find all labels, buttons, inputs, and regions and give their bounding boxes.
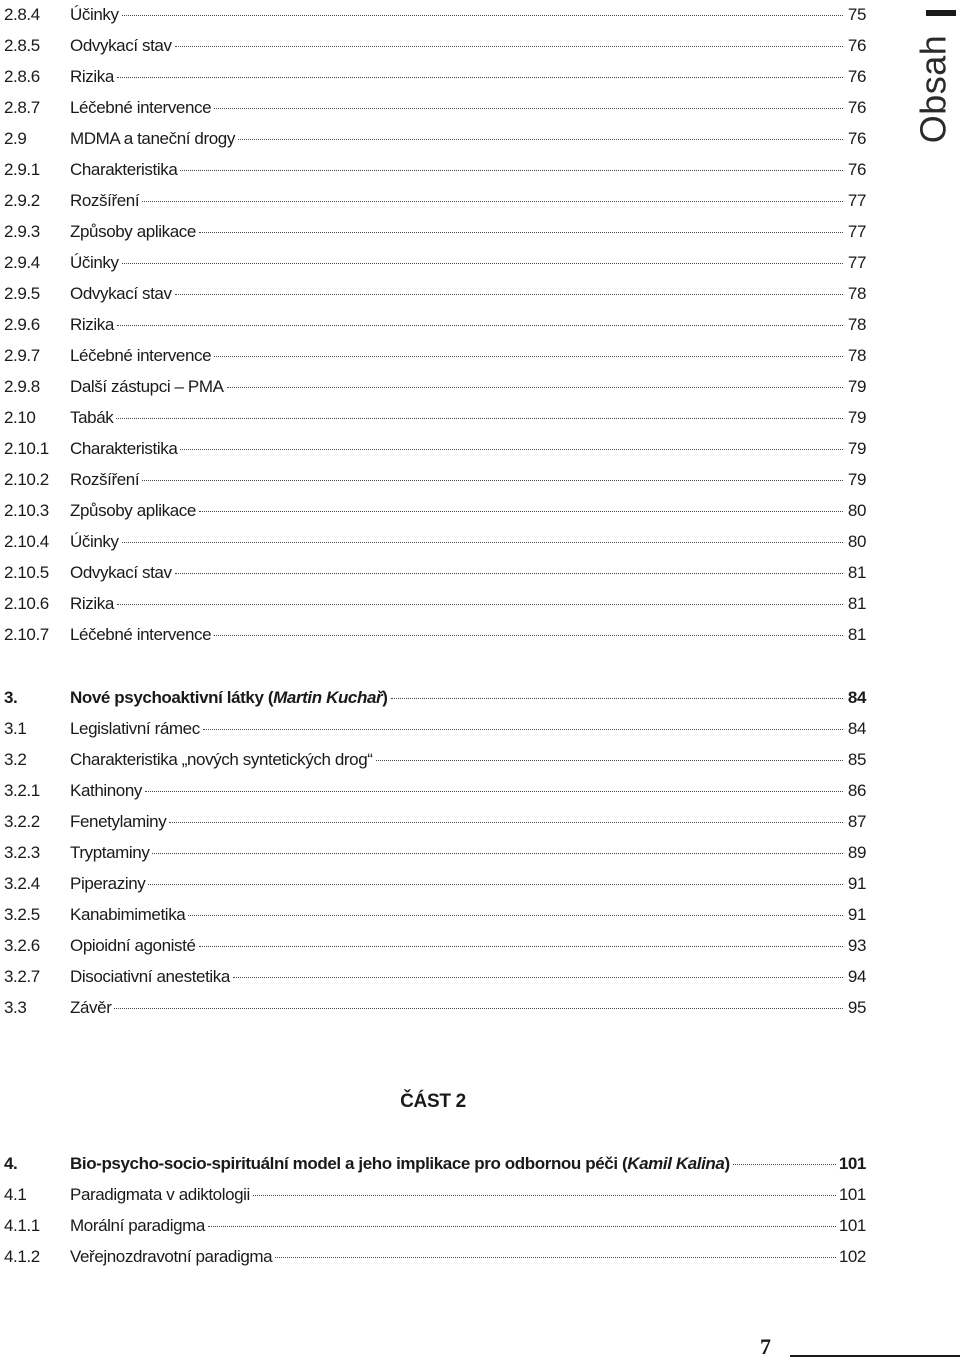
- toc-entry-title: [70, 188, 139, 214]
- toc-entry-title: [70, 747, 373, 773]
- toc-entry-title: Nové psychoaktivní látky (Martin Kuchař): [70, 688, 388, 707]
- toc-leader-dots: [180, 169, 843, 171]
- toc-entry-title-text: MDMA a taneční drogy: [70, 129, 235, 148]
- toc-entry-number: 3.2: [4, 750, 27, 769]
- toc-entry-number: 2.10.6: [4, 594, 49, 613]
- toc-leader-dots: [253, 1194, 836, 1196]
- side-tab-bar: [926, 10, 956, 16]
- toc-leader-dots: [148, 883, 843, 885]
- toc-leader-dots: [116, 417, 843, 419]
- toc-leader-dots: [203, 728, 843, 730]
- toc-entry[interactable]: [4, 343, 866, 369]
- toc-entry-number: 3.2.7: [4, 967, 40, 986]
- toc-leader-dots: [175, 293, 843, 295]
- toc-entry-page: 79: [847, 377, 866, 396]
- toc-entry-number: 2.9.4: [4, 253, 40, 272]
- toc-entry-page: 85: [847, 750, 866, 769]
- toc-entry-title: [70, 157, 177, 183]
- toc-entry-title: [70, 1244, 272, 1270]
- toc-entry-author: Kamil Kalina: [627, 1154, 725, 1173]
- toc-entry-page: 102: [838, 1247, 866, 1266]
- toc-entry-page: 87: [847, 812, 866, 831]
- toc-entry-page: 77: [847, 253, 866, 272]
- toc-leader-dots: [117, 76, 843, 78]
- toc-leader-dots: [114, 1007, 843, 1009]
- toc-entry-page: 78: [847, 346, 866, 365]
- toc-entry-title: [70, 902, 185, 928]
- toc-entry[interactable]: [4, 188, 866, 214]
- toc-entry-page: 75: [847, 5, 866, 24]
- toc-leader-dots: [117, 603, 843, 605]
- toc-entry[interactable]: [4, 995, 866, 1021]
- toc-entry-title: [70, 95, 211, 121]
- toc-leader-dots: [199, 945, 843, 947]
- toc-leader-dots: [122, 14, 843, 16]
- toc-entry-number: 2.8.5: [4, 36, 40, 55]
- toc-entry-title: [70, 498, 196, 524]
- toc-entry[interactable]: [4, 64, 866, 90]
- toc-entry-title: [70, 312, 114, 338]
- toc-entry-page: 101: [838, 1216, 866, 1235]
- toc-leader-dots: [117, 324, 843, 326]
- toc-entry-page: 84: [847, 688, 866, 707]
- toc-entry-page: 86: [847, 781, 866, 800]
- toc-leader-dots: [733, 1163, 836, 1165]
- toc-entry-number: 3.2.1: [4, 781, 40, 800]
- toc-entry[interactable]: [4, 1244, 866, 1270]
- toc-leader-dots: [214, 355, 843, 357]
- toc-entry-page: 80: [847, 501, 866, 520]
- toc-entry-title-text: Účinky: [70, 253, 119, 272]
- toc-entry-title-text: Účinky: [70, 5, 119, 24]
- toc-entry[interactable]: [4, 157, 866, 183]
- toc-entry-title: [70, 529, 119, 555]
- toc-leader-dots: [142, 200, 843, 202]
- toc-entry-number: 2.8.7: [4, 98, 40, 117]
- toc-entry-number: 2.10.4: [4, 532, 49, 551]
- toc-entry[interactable]: [4, 622, 866, 648]
- side-tab: [912, 10, 960, 144]
- toc-entry-number: 2.10.1: [4, 439, 49, 458]
- toc-entry-title: [70, 778, 142, 804]
- toc-entry-page: 81: [847, 625, 866, 644]
- toc-leader-dots: [227, 386, 843, 388]
- toc-entry[interactable]: [4, 1213, 866, 1239]
- toc-entry-page: 81: [847, 594, 866, 613]
- toc-entry-number: 2.9.1: [4, 160, 40, 179]
- toc-entry-title-text: Legislativní rámec: [70, 719, 200, 738]
- toc-entry[interactable]: [4, 840, 866, 866]
- toc-entry-title-text: Paradigmata v adiktologii: [70, 1185, 250, 1204]
- toc-entry-number: 4.1.1: [4, 1216, 40, 1235]
- toc-entry[interactable]: [4, 281, 866, 307]
- toc-entry-number: 3.2.3: [4, 843, 40, 862]
- toc-entry[interactable]: [4, 529, 866, 555]
- toc-entry-title: [70, 995, 111, 1021]
- toc-entry[interactable]: [4, 250, 866, 276]
- toc-leader-dots: [391, 697, 844, 699]
- toc-entry[interactable]: [4, 747, 866, 773]
- toc-entry-page: 101: [838, 1154, 866, 1173]
- toc-entry-title: [70, 64, 114, 90]
- toc-entry-title: [70, 343, 211, 369]
- toc-entry-page: 94: [847, 967, 866, 986]
- toc-entry-title-text: Rizika: [70, 315, 114, 334]
- toc-entry-title-text: Závěr: [70, 998, 112, 1017]
- toc-entry-title: [70, 374, 224, 400]
- toc-entry-number: 2.10.7: [4, 625, 49, 644]
- toc-entry[interactable]: [4, 685, 866, 711]
- toc-entry-number: 2.10.2: [4, 470, 49, 489]
- toc-entry-page: 76: [847, 129, 866, 148]
- toc-entry-page: 76: [847, 98, 866, 117]
- toc-entry-title: [70, 405, 113, 431]
- toc-entry-page: 81: [847, 563, 866, 582]
- toc-entry-title: [70, 250, 119, 276]
- side-tab-label: Obsah: [912, 34, 954, 144]
- toc-entry-page: 78: [847, 315, 866, 334]
- toc-entry-title-text: Piperaziny: [70, 874, 146, 893]
- toc-entry-number: 4.1: [4, 1185, 27, 1204]
- toc-entry[interactable]: [4, 498, 866, 524]
- toc-entry-title: [70, 126, 235, 152]
- toc-entry[interactable]: [4, 219, 866, 245]
- toc-entry-title-text: Opioidní agonisté: [70, 936, 196, 955]
- toc-leader-dots: [142, 479, 843, 481]
- toc-entry[interactable]: [4, 871, 866, 897]
- toc-entry-title-text: Rozšíření: [70, 191, 140, 210]
- toc-entry-title-text: Léčebné intervence: [70, 98, 212, 117]
- toc-leader-dots: [199, 231, 843, 233]
- toc-entry-number: 3.1: [4, 719, 27, 738]
- toc-entry-number: 2.10.3: [4, 501, 49, 520]
- toc-entry-page: 77: [847, 222, 866, 241]
- toc-entry-title-text: Disociativní anestetika: [70, 967, 230, 986]
- toc-entry-page: 76: [847, 36, 866, 55]
- toc-entry-number: 4.1.2: [4, 1247, 40, 1266]
- toc-entry-number: 3.2.5: [4, 905, 40, 924]
- toc-entry-author: Martin Kuchař: [273, 688, 383, 707]
- toc-entry-number: 2.8.4: [4, 5, 40, 24]
- toc-entry-title-text: Další zástupci – PMA: [70, 377, 224, 396]
- toc-entry-number: 3.2.2: [4, 812, 40, 831]
- toc-leader-dots: [214, 634, 843, 636]
- toc-entry[interactable]: [4, 1182, 866, 1208]
- toc-entry-page: 91: [847, 905, 866, 924]
- toc-entry-title-text: Odvykací stav: [70, 284, 172, 303]
- toc-entry-title-text: Rizika: [70, 594, 114, 613]
- toc-entry[interactable]: [4, 374, 866, 400]
- toc-entry-number: 3.2.4: [4, 874, 40, 893]
- toc-entry-page: 95: [847, 998, 866, 1017]
- toc-entry-title: [70, 933, 196, 959]
- toc-entry-number: 3.: [4, 688, 18, 707]
- toc-entry-number: 2.9.2: [4, 191, 40, 210]
- toc-entry[interactable]: [4, 126, 866, 152]
- toc-entry[interactable]: [4, 436, 866, 462]
- toc-entry-title: Bio-psycho-socio-spirituální model a jeho implikace pro odbornou péči (Kamil Kalina): [70, 1154, 730, 1173]
- toc-entry-page: 79: [847, 408, 866, 427]
- toc-entry[interactable]: [4, 95, 866, 121]
- toc-leader-dots: [233, 976, 843, 978]
- toc-entry-title: [70, 1182, 250, 1208]
- toc-entry-title-text: Charakteristika: [70, 439, 178, 458]
- toc-entry-number: 2.9.8: [4, 377, 40, 396]
- toc-entry-number: 2.9.3: [4, 222, 40, 241]
- toc-leader-dots: [275, 1256, 836, 1258]
- toc-entry-page: 79: [847, 470, 866, 489]
- toc-entry-title-text: Léčebné intervence: [70, 346, 212, 365]
- toc-leader-dots: [122, 541, 843, 543]
- toc-entry-title: [70, 809, 166, 835]
- toc-entry-title: [70, 591, 114, 617]
- toc-entry-title: [70, 964, 230, 990]
- toc-leader-dots: [199, 510, 843, 512]
- toc-leader-dots: [238, 138, 843, 140]
- toc-entry[interactable]: [4, 964, 866, 990]
- toc-entry-title: [70, 467, 139, 493]
- toc-entry-title-text: Morální paradigma: [70, 1216, 205, 1235]
- toc-leader-dots: [376, 759, 843, 761]
- toc-entry-title: [70, 840, 149, 866]
- toc-entry[interactable]: [4, 902, 866, 928]
- toc-leader-dots: [214, 107, 843, 109]
- toc-entry[interactable]: [4, 312, 866, 338]
- toc-entry-title: [70, 560, 172, 586]
- toc-leader-dots: [122, 262, 843, 264]
- toc-entry-page: 80: [847, 532, 866, 551]
- toc-entry-number: 3.3: [4, 998, 27, 1017]
- toc-entry-page: 101: [838, 1185, 866, 1204]
- toc-leader-dots: [145, 790, 843, 792]
- toc-entry-title-text: Způsoby aplikace: [70, 501, 196, 520]
- toc-entry[interactable]: [4, 405, 866, 431]
- toc-leader-dots: [180, 448, 843, 450]
- toc-entry[interactable]: [4, 33, 866, 59]
- toc-entry-title-text: Účinky: [70, 532, 119, 551]
- page-number: 7: [760, 1334, 771, 1359]
- toc-entry-page: 78: [847, 284, 866, 303]
- toc-entry-title-text: Veřejnozdravotní paradigma: [70, 1247, 273, 1266]
- toc-leader-dots: [188, 914, 843, 916]
- toc-entry-page: 93: [847, 936, 866, 955]
- toc-entry-number: 3.2.6: [4, 936, 40, 955]
- toc-entry-page: 89: [847, 843, 866, 862]
- toc-entry-title-text: Nové psychoaktivní látky: [70, 688, 264, 707]
- toc-entry-title-text: Tryptaminy: [70, 843, 150, 862]
- toc-entry-title-text: Léčebné intervence: [70, 625, 212, 644]
- toc-entry-title: [70, 871, 145, 897]
- toc-entry-title-text: Fenetylaminy: [70, 812, 167, 831]
- toc-entry-title-text: Tabák: [70, 408, 114, 427]
- toc-entry[interactable]: [4, 809, 866, 835]
- toc-entry[interactable]: [4, 778, 866, 804]
- toc-entry-number: 2.10: [4, 408, 36, 427]
- toc-entry-title-text: Charakteristika „nových syntetických drog“: [70, 750, 373, 769]
- toc-entry-page: 77: [847, 191, 866, 210]
- toc-entry-page: 76: [847, 67, 866, 86]
- toc-entry-page: 84: [847, 719, 866, 738]
- toc-entry-page: 76: [847, 160, 866, 179]
- toc-leader-dots: [152, 852, 843, 854]
- toc-leader-dots: [208, 1225, 836, 1227]
- toc-entry[interactable]: [4, 716, 866, 742]
- toc-entry-title: [70, 33, 172, 59]
- toc-entry[interactable]: [4, 1151, 866, 1177]
- toc-leader-dots: [175, 45, 843, 47]
- toc-leader-dots: [175, 572, 843, 574]
- toc-leader-dots: [169, 821, 843, 823]
- toc-entry-number: 2.9.5: [4, 284, 40, 303]
- toc-entry-title: [70, 1213, 205, 1239]
- toc-entry-number: 2.9.7: [4, 346, 40, 365]
- toc-entry-title-text: Kanabimimetika: [70, 905, 186, 924]
- toc-entry-title: [70, 436, 177, 462]
- toc-entry-number: 2.10.5: [4, 563, 49, 582]
- toc-entry-page: 79: [847, 439, 866, 458]
- footer-rule: [790, 1355, 960, 1357]
- toc-entry-title-text: Rozšíření: [70, 470, 140, 489]
- toc-entry-number: 4.: [4, 1154, 18, 1173]
- toc-entry-title-text: Rizika: [70, 67, 114, 86]
- toc-entry-title: [70, 622, 211, 648]
- toc-entry[interactable]: [4, 591, 866, 617]
- toc-entry-title: [70, 2, 119, 28]
- toc-entry-title-text: Kathinony: [70, 781, 143, 800]
- toc-entry-number: 2.8.6: [4, 67, 40, 86]
- toc-entry-title-text: Odvykací stav: [70, 36, 172, 55]
- toc-entry-title: [70, 281, 172, 307]
- toc-entry-title: [70, 219, 196, 245]
- toc-entry-title-text: Bio-psycho-socio-spirituální model a jeho implikace pro odbornou péči: [70, 1154, 618, 1173]
- toc-entry-title: [70, 716, 200, 742]
- toc-entry-title-text: Odvykací stav: [70, 563, 172, 582]
- section-heading: ČÁST 2: [400, 1091, 466, 1112]
- toc-entry-number: 2.9.6: [4, 315, 40, 334]
- toc-entry-page: 91: [847, 874, 866, 893]
- toc-entry-title-text: Charakteristika: [70, 160, 178, 179]
- toc-entry-title-text: Způsoby aplikace: [70, 222, 196, 241]
- toc-entry[interactable]: [4, 560, 866, 586]
- toc-entry[interactable]: [4, 2, 866, 28]
- toc-entry[interactable]: [4, 467, 866, 493]
- toc-entry-number: 2.9: [4, 129, 27, 148]
- toc-entry[interactable]: [4, 933, 866, 959]
